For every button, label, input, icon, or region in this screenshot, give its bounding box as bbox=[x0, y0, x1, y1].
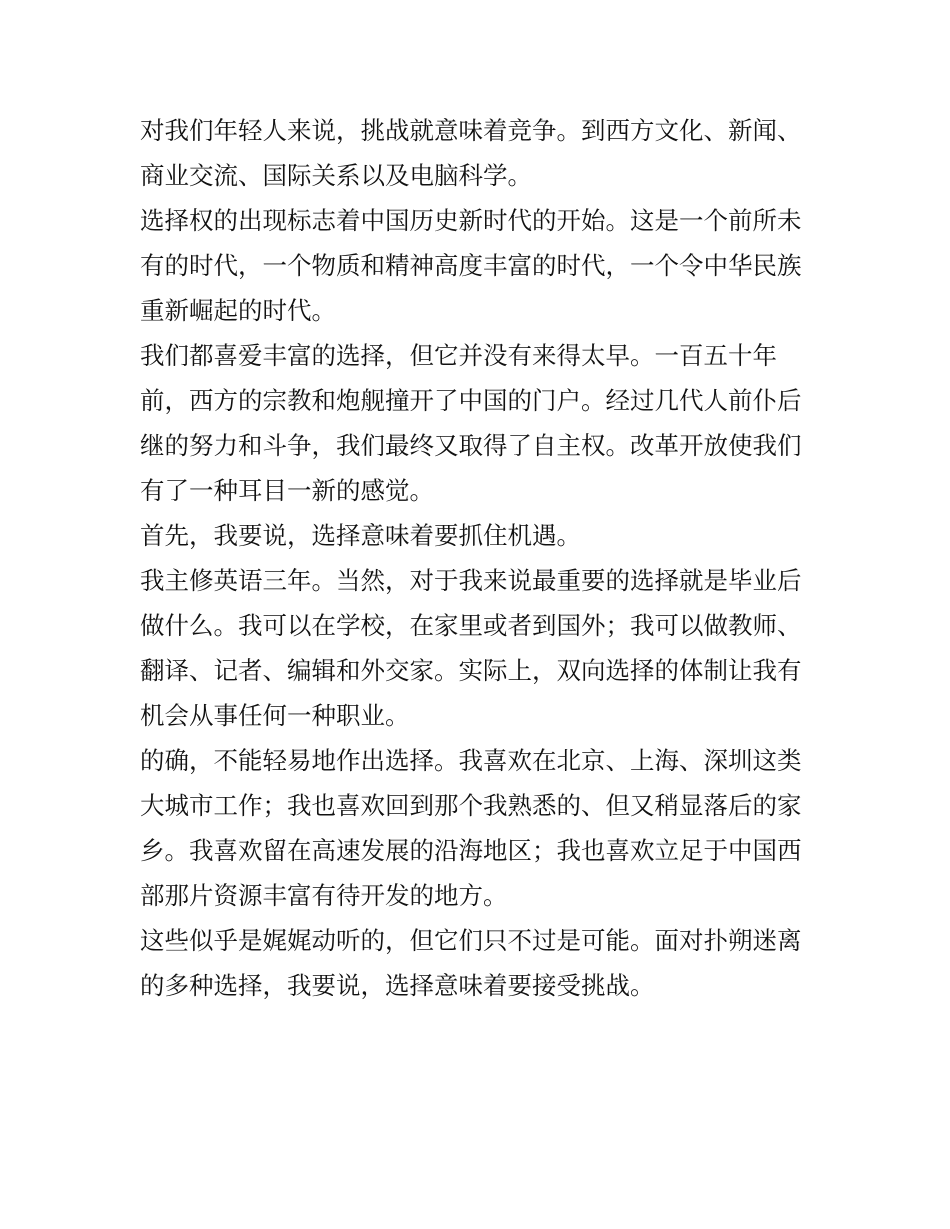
text-line: 商业交流、国际关系以及电脑科学。 bbox=[140, 161, 532, 190]
paragraph bbox=[140, 198, 820, 333]
text-line: 首先，我要说，选择意味着要抓住机遇。 bbox=[140, 521, 581, 550]
document-body bbox=[140, 108, 820, 1008]
text-line: 翻译、记者、编辑和外交家。实际上，双向选择的体制让我有 bbox=[140, 656, 802, 685]
text-line: 有了一种耳目一新的感觉。 bbox=[140, 476, 434, 505]
text-line: 的确，不能轻易地作出选择。我喜欢在北京、上海、深圳这类 bbox=[140, 746, 802, 775]
paragraph bbox=[140, 738, 820, 918]
text-line: 有的时代，一个物质和精神高度丰富的时代，一个令中华民族 bbox=[140, 251, 802, 280]
text-line: 大城市工作；我也喜欢回到那个我熟悉的、但又稍显落后的家 bbox=[140, 791, 802, 820]
text-line: 前，西方的宗教和炮舰撞开了中国的门户。经过几代人前仆后 bbox=[140, 386, 802, 415]
paragraph bbox=[140, 558, 820, 738]
paragraph bbox=[140, 108, 820, 198]
text-line: 做什么。我可以在学校，在家里或者到国外；我可以做教师、 bbox=[140, 611, 802, 640]
text-line: 继的努力和斗争，我们最终又取得了自主权。改革开放使我们 bbox=[140, 431, 802, 460]
paragraph bbox=[140, 333, 820, 513]
text-line: 机会从事任何一种职业。 bbox=[140, 701, 410, 730]
text-line: 重新崛起的时代。 bbox=[140, 296, 336, 325]
text-line: 我主修英语三年。当然，对于我来说最重要的选择就是毕业后 bbox=[140, 566, 802, 595]
paragraph bbox=[140, 513, 820, 558]
text-line: 我们都喜爱丰富的选择，但它并没有来得太早。一百五十年 bbox=[140, 341, 777, 370]
paragraph bbox=[140, 918, 820, 1008]
text-line: 的多种选择，我要说，选择意味着要接受挑战。 bbox=[140, 971, 655, 1000]
text-line: 对我们年轻人来说，挑战就意味着竞争。到西方文化、新闻、 bbox=[140, 116, 802, 145]
text-line: 部那片资源丰富有待开发的地方。 bbox=[140, 881, 508, 910]
text-line: 乡。我喜欢留在高速发展的沿海地区；我也喜欢立足于中国西 bbox=[140, 836, 802, 865]
text-line: 这些似乎是娓娓动听的，但它们只不过是可能。面对扑朔迷离 bbox=[140, 926, 802, 955]
text-line: 选择权的出现标志着中国历史新时代的开始。这是一个前所未 bbox=[140, 206, 802, 235]
